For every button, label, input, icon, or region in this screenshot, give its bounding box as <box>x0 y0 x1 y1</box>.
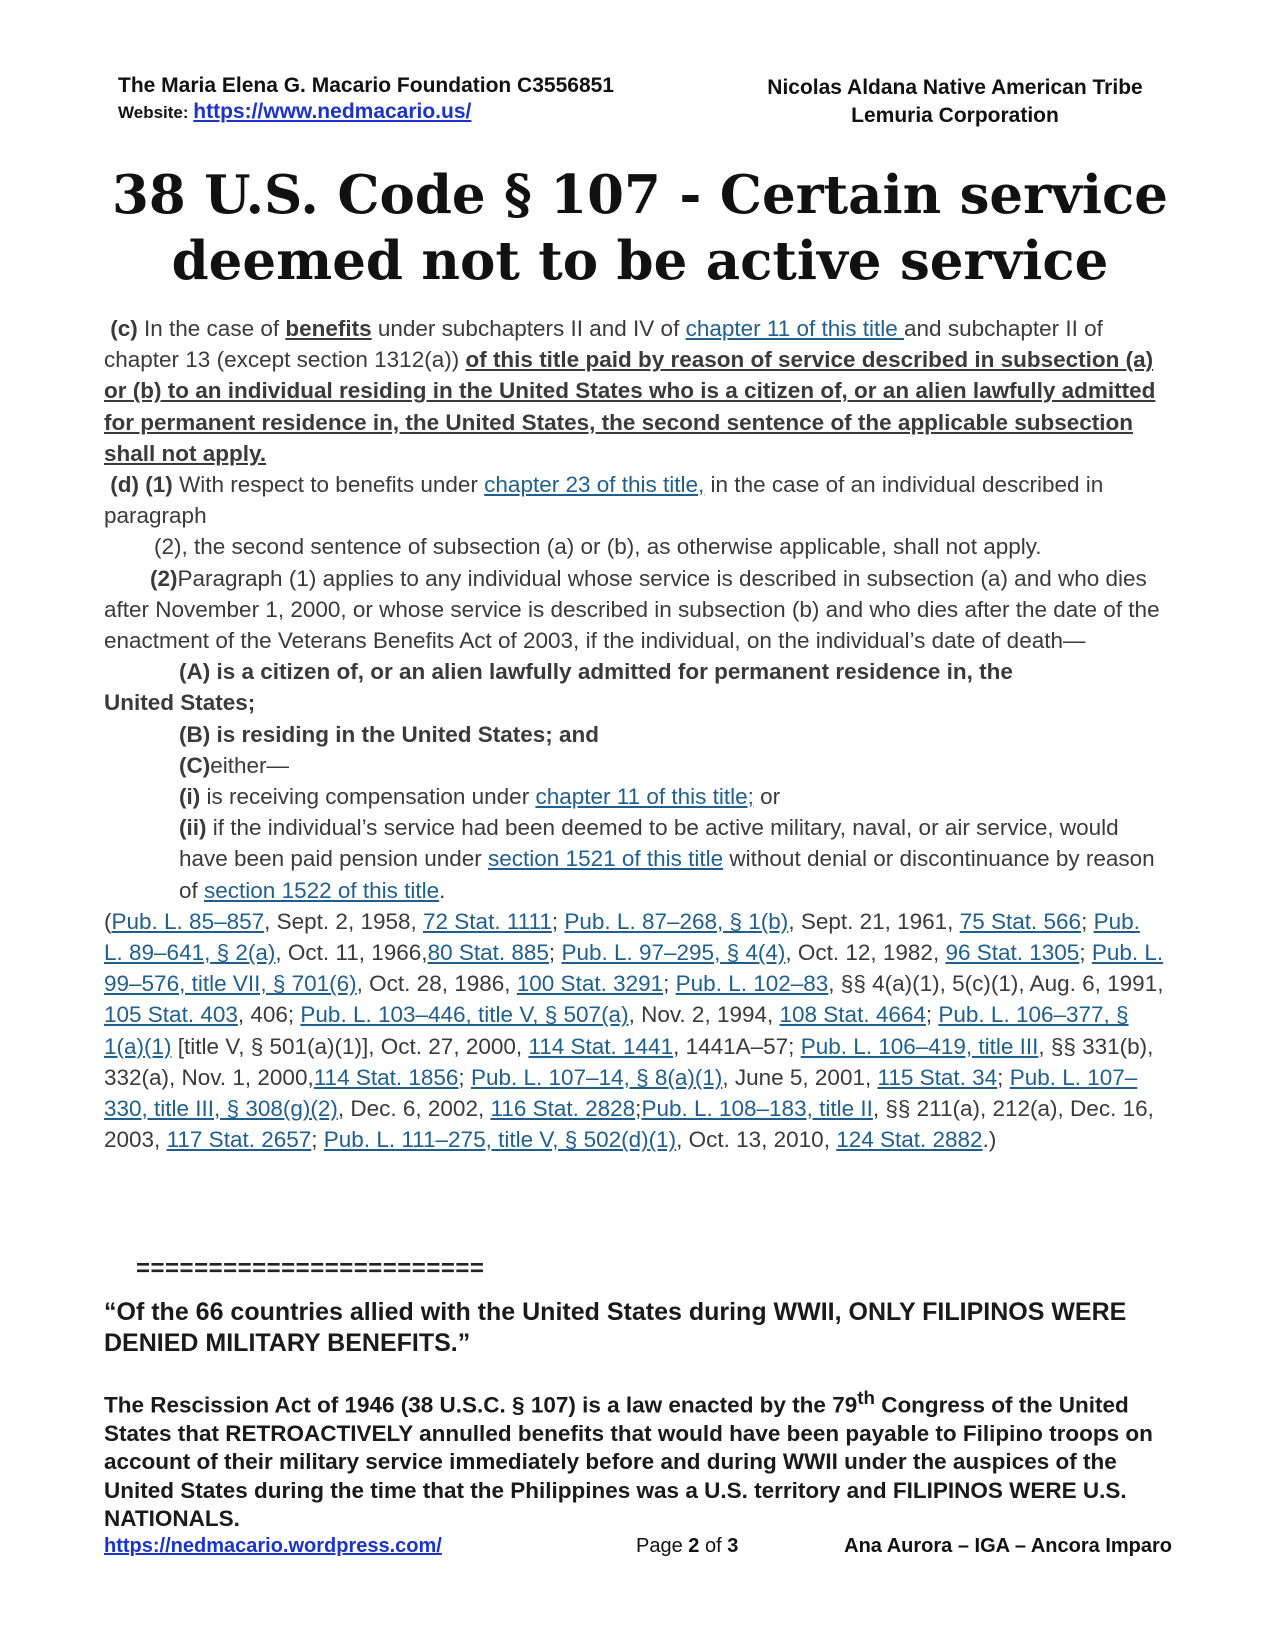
rescission-paragraph <box>104 1384 1184 1534</box>
current-page: 2 <box>688 1535 700 1557</box>
clause-i <box>104 781 1164 812</box>
text: The Rescission Act of 1946 (38 U.S.C. § 107) is a law enacted by the 79 <box>104 1392 858 1418</box>
subsection-d1-label: (d) (1) <box>110 472 173 498</box>
subsection-c-label: (c) <box>110 316 138 341</box>
citation-text: , 406; <box>237 1002 301 1028</box>
citation-text: ( <box>104 908 112 934</box>
citation-text: ; <box>635 1096 642 1122</box>
total-pages: 3 <box>727 1535 739 1557</box>
citation-link[interactable]: Pub. L. 99–576, title VII, § 701(6) <box>104 940 1164 997</box>
citation-link[interactable]: Pub. L. 108–183, title II <box>641 1096 873 1122</box>
citation-link[interactable]: 80 Stat. 885 <box>427 940 549 966</box>
text: In the case of <box>137 316 286 341</box>
header-left <box>118 74 614 124</box>
citation-link[interactable]: Pub. L. 85–857 <box>111 908 265 934</box>
citation-link[interactable]: 115 Stat. 34 <box>877 1064 998 1090</box>
citation-link[interactable]: Pub. L. 89–641, § 2(a) <box>104 908 1140 966</box>
citation-text: , Nov. 2, 1994, <box>628 1002 780 1028</box>
citation-text: ; <box>1081 908 1094 934</box>
citation-history <box>104 906 1164 1156</box>
citation-text: ; <box>458 1064 471 1090</box>
link-chapter-11[interactable]: chapter 11 of this title <box>685 316 905 341</box>
header-right <box>740 74 1170 130</box>
citation-text: , Oct. 28, 1986, <box>356 971 517 997</box>
citation-link[interactable]: 124 Stat. 2882 <box>836 1127 983 1153</box>
citation-link[interactable]: 114 Stat. 1441 <box>528 1033 674 1059</box>
foundation-name: The Maria Elena G. Macario Foundation C3556851 <box>118 74 614 97</box>
citation-text: ; <box>548 940 562 966</box>
corporation-name: Lemuria Corporation <box>851 104 1059 127</box>
citation-link[interactable]: Pub. L. 103–446, title V, § 507(a) <box>300 1002 629 1028</box>
citation-link[interactable]: 108 Stat. 4664 <box>779 1002 926 1028</box>
clause-A <box>104 656 1164 687</box>
text: if the individual’s service had been deemed to be active military, naval, or air service, would have been paid pension under <box>179 815 1119 872</box>
subsection-d1-continued: (2), the second sentence of subsection (a) or (b), as otherwise applicable, shall not apply. <box>154 534 1042 560</box>
page-number <box>636 1535 738 1558</box>
citation-text: , 1441A–57; <box>673 1033 801 1059</box>
citation-link[interactable]: Pub. L. 111–275, title V, § 502(d)(1) <box>323 1127 677 1153</box>
citation-text: , §§ 331(b), 332(a), Nov. 1, 2000, <box>104 1033 1154 1090</box>
citation-text: ; <box>1079 940 1092 966</box>
citation-text: , Sept. 2, 1958, <box>264 908 424 934</box>
emphasized-text: of this title paid by reason of service described in subsection (a) or (b) to an individual residing in the United States who is a citizen of, or an alien lawfully admitted for permanent residence in, the United States, the second sentence of the applicable subsection shall not apply. <box>104 347 1156 466</box>
citation-text: , Dec. 6, 2002, <box>337 1096 491 1122</box>
citation-link[interactable]: Pub. L. 102–83 <box>675 971 829 997</box>
page-footer <box>104 1535 1172 1565</box>
paragraph-2-label: (2) <box>150 565 178 591</box>
separator: ======================== <box>136 1255 485 1282</box>
citation-link[interactable]: Pub. L. 107–330, title III, § 308(g)(2) <box>104 1064 1138 1122</box>
text: without denial or discontinuance by reason of <box>179 846 1155 903</box>
citation-link[interactable]: Pub. L. 97–295, § 4(4) <box>561 940 786 966</box>
citation-text: , June 5, 2001, <box>722 1064 878 1090</box>
footer-link[interactable]: https://nedmacario.wordpress.com/ <box>104 1535 442 1557</box>
citation-link[interactable]: Pub. L. 106–419, title III <box>800 1033 1039 1059</box>
text: . <box>439 877 446 903</box>
clause-ii-label: (ii) <box>179 815 207 841</box>
text: and subchapter II of chapter 13 (except section 1312(a)) <box>104 316 1103 373</box>
citation-link[interactable]: Pub. L. 87–268, § 1(b) <box>564 908 789 934</box>
citation-link[interactable]: 75 Stat. 566 <box>959 908 1082 934</box>
citation-text: [title V, § 501(a)(1)], Oct. 27, 2000, <box>171 1033 529 1059</box>
citation-link[interactable]: 100 Stat. 3291 <box>516 971 664 997</box>
benefits-term: benefits <box>285 316 372 341</box>
subsection-c <box>104 313 1164 469</box>
text: under subchapters II and IV of <box>371 316 686 341</box>
link-section-1521[interactable]: section 1521 of this title <box>488 846 724 872</box>
clause-B <box>104 719 1164 750</box>
citation-link[interactable]: 105 Stat. 403 <box>104 1002 238 1028</box>
title-line-2: deemed not to be active service <box>171 230 1109 292</box>
citation-text: ; <box>551 908 565 934</box>
citation-link[interactable]: 116 Stat. 2828 <box>490 1096 636 1122</box>
citation-link[interactable]: 114 Stat. 1856 <box>313 1064 459 1090</box>
footer-signature: Ana Aurora – IGA – Ancora Imparo <box>844 1535 1172 1557</box>
citation-link[interactable]: Pub. L. 106–377, § 1(a)(1) <box>104 1002 1129 1059</box>
text: either— <box>210 752 290 778</box>
clause-A-continued <box>104 687 1164 718</box>
citation-text: ; <box>925 1002 939 1028</box>
citation-text: , Sept. 21, 1961, <box>788 908 960 934</box>
text: is receiving compensation under <box>200 784 536 810</box>
page-title <box>80 162 1200 294</box>
citation-link[interactable]: 117 Stat. 2657 <box>166 1127 312 1153</box>
clause-C-label: (C) <box>179 752 211 778</box>
citation-text: ; <box>311 1127 324 1153</box>
citation-text: , Oct. 12, 1982, <box>785 940 946 966</box>
text: With respect to benefits under <box>172 472 485 498</box>
clause-i-label: (i) <box>179 784 201 810</box>
text: or <box>753 784 781 810</box>
text: Congress of the United States that RETROACTIVELY annulled benefits that would have been payable to Filipino troops on account of their military service immediately before and during WWII under the auspices of the United States during the time that the Philippines was a U.S. territory and FILIPINOS WERE U.S. NATIONALS. <box>104 1392 1153 1532</box>
citation-text: , Oct. 11, 1966, <box>275 940 428 966</box>
tribe-name: Nicolas Aldana Native American Tribe <box>767 76 1143 99</box>
citation-text: ; <box>663 971 676 997</box>
citation-link[interactable]: Pub. L. 107–14, § 8(a)(1) <box>470 1064 723 1090</box>
subsection-d1 <box>104 469 1164 531</box>
text: of <box>699 1535 728 1557</box>
citation-link[interactable]: 96 Stat. 1305 <box>945 940 1080 966</box>
clause-A-cont-text: United States; <box>104 690 256 716</box>
website-label: Website: <box>118 103 194 122</box>
statute-body <box>104 313 1164 1155</box>
citation-text: , Oct. 13, 2010, <box>676 1127 837 1153</box>
text: Paragraph (1) applies to any individual whose service is described in subsection (a) and who dies after November 1, 2000, or whose service is described in subsection (b) and who dies after the date of the enactment of the Veterans Benefits Act of 2003, if the individual, on the individual’s date of death— <box>104 565 1160 654</box>
clause-A-text: (A) is a citizen of, or an alien lawfully admitted for permanent residence in, the <box>179 659 1013 685</box>
citation-text: , §§ 4(a)(1), 5(c)(1), Aug. 6, 1991, <box>828 971 1164 997</box>
clause-ii <box>104 812 1164 906</box>
clause-C <box>104 750 1164 781</box>
website-line <box>118 100 614 124</box>
citation-text: .) <box>982 1127 997 1153</box>
citation-text: ; <box>997 1064 1010 1090</box>
subsection-d2 <box>104 563 1164 657</box>
link-chapter-23[interactable]: chapter 23 of this title, <box>484 472 705 498</box>
text: in the case of an individual described in paragraph <box>104 472 1104 529</box>
website-link[interactable]: https://www.nedmacario.us/ <box>193 100 472 123</box>
pull-quote: “Of the 66 countries allied with the United States during WWII, ONLY FILIPINOS WERE DENIED MILITARY BENEFITS.” <box>104 1298 1127 1357</box>
link-section-1522[interactable]: section 1522 of this title <box>204 877 440 903</box>
citation-link[interactable]: 72 Stat. 1111 <box>423 908 552 934</box>
superscript: th <box>857 1387 875 1408</box>
clause-B-text: (B) is residing in the United States; and <box>179 721 600 747</box>
title-line-1: 38 U.S. Code § 107 - Certain service <box>112 164 1168 226</box>
text: Page <box>636 1535 689 1557</box>
link-chapter-11-b[interactable]: chapter 11 of this title; <box>535 784 754 810</box>
citation-text: , §§ 211(a), 212(a), Dec. 16, 2003, <box>104 1096 1154 1153</box>
